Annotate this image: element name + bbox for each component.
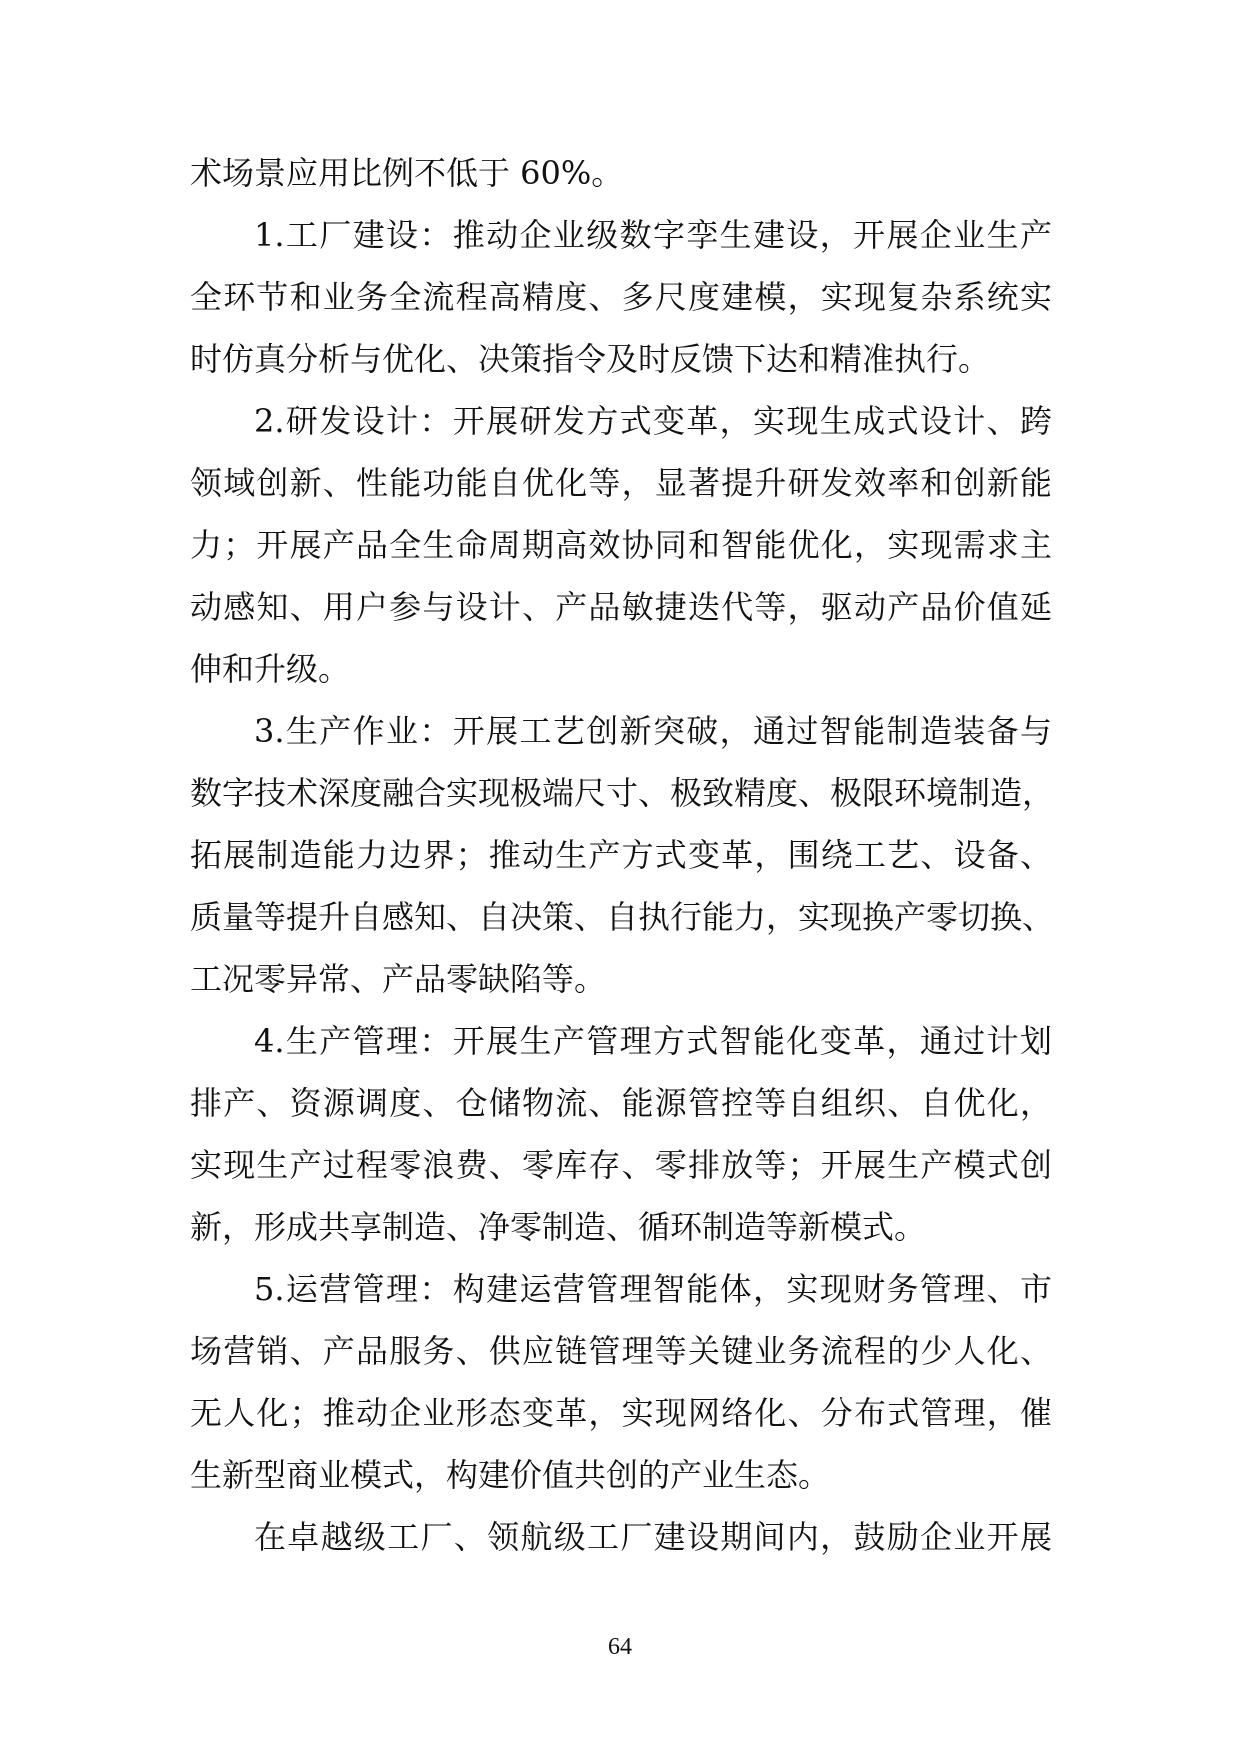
text-line: 3.生产作业：开展工艺创新突破，通过智能制造装备与 xyxy=(254,712,1052,750)
text-line: 排产、资源调度、仓储物流、能源管控等自组织、自优化， xyxy=(190,1084,1052,1122)
paragraph-1 xyxy=(190,204,1052,390)
paragraph-2 xyxy=(190,390,1052,700)
text-line: 无人化；推动企业形态变革，实现网络化、分布式管理，催 xyxy=(190,1394,1052,1432)
paragraph-6 xyxy=(190,1506,1052,1568)
text-line: 2.研发设计：开展研发方式变革，实现生成式设计、跨 xyxy=(254,402,1052,440)
text-line: 质量等提升自感知、自决策、自执行能力，实现换产零切换、 xyxy=(190,898,1055,936)
text-line: 数字技术深度融合实现极端尺寸、极致精度、极限环境制造， xyxy=(190,774,1055,812)
text-line: 在卓越级工厂、领航级工厂建设期间内，鼓励企业开展 xyxy=(254,1518,1052,1556)
text-line: 生新型商业模式，构建价值共创的产业生态。 xyxy=(190,1456,831,1494)
text-line: 动感知、用户参与设计、产品敏捷迭代等，驱动产品价值延 xyxy=(190,588,1052,626)
text-line: 工况零异常、产品零缺陷等。 xyxy=(190,960,607,998)
text-line: 全环节和业务全流程高精度、多尺度建模，实现复杂系统实 xyxy=(190,278,1052,316)
text-line: 力；开展产品全生命周期高效协同和智能优化，实现需求主 xyxy=(190,526,1052,564)
text-line: 1.工厂建设：推动企业级数字孪生建设，开展企业生产 xyxy=(254,216,1052,254)
paragraph-4 xyxy=(190,1010,1052,1258)
text-line: 领域创新、性能功能自优化等，显著提升研发效率和创新能 xyxy=(190,464,1052,502)
text-line: 时仿真分析与优化、决策指令及时反馈下达和精准执行。 xyxy=(190,340,991,378)
text-line: 拓展制造能力边界；推动生产方式变革，围绕工艺、设备、 xyxy=(190,836,1052,874)
text-line: 5.运营管理：构建运营管理智能体，实现财务管理、市 xyxy=(254,1270,1052,1308)
text-line: 术场景应用比例不低于 60%。 xyxy=(190,154,624,192)
paragraph-3 xyxy=(190,700,1055,1010)
text-line: 新，形成共享制造、净零制造、循环制造等新模式。 xyxy=(190,1208,927,1246)
paragraph-0 xyxy=(190,142,1052,204)
text-line: 场营销、产品服务、供应链管理等关键业务流程的少人化、 xyxy=(190,1332,1052,1370)
page-number: 64 xyxy=(608,1634,632,1660)
text-line: 实现生产过程零浪费、零库存、零排放等；开展生产模式创 xyxy=(190,1146,1052,1184)
text-line: 4.生产管理：开展生产管理方式智能化变革，通过计划 xyxy=(254,1022,1052,1060)
document-body xyxy=(190,142,1055,1568)
paragraph-5 xyxy=(190,1258,1052,1506)
text-line: 伸和升级。 xyxy=(190,650,351,688)
